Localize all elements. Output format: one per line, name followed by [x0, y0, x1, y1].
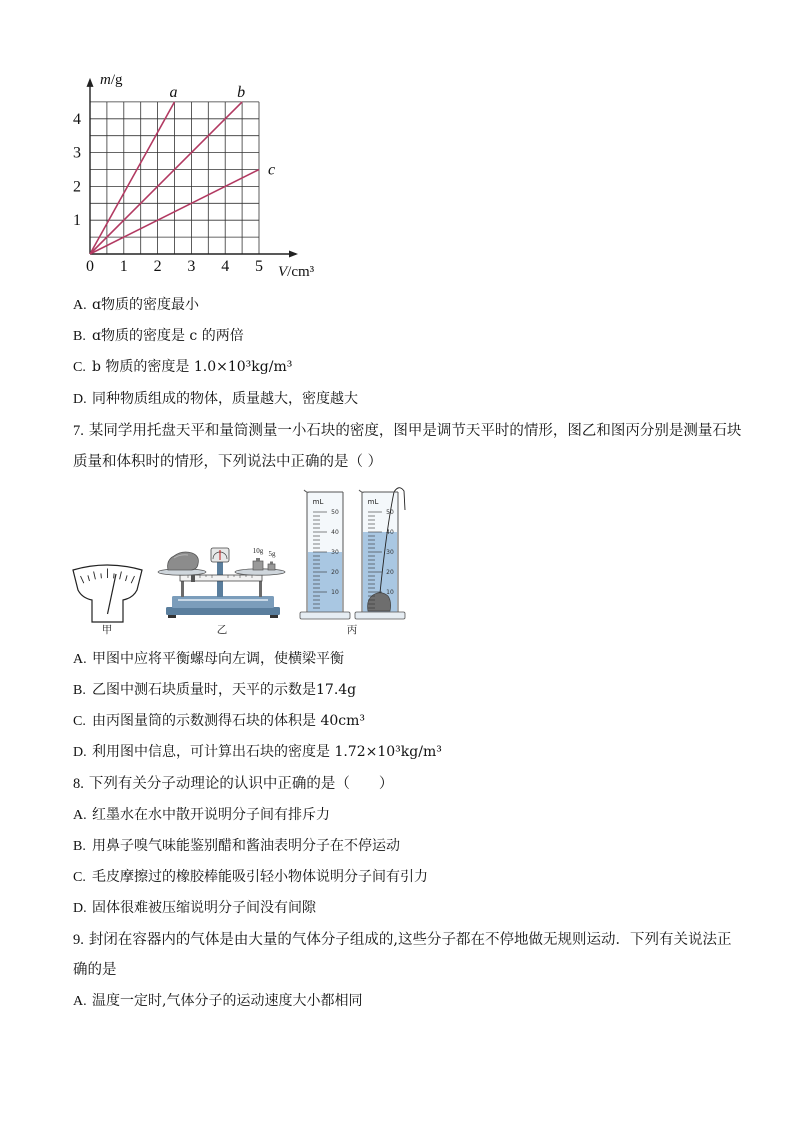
balance-body	[172, 596, 274, 608]
dial-tick	[101, 573, 102, 578]
balance-foot	[270, 615, 278, 618]
x-axis-label-unit: /cm³	[287, 264, 315, 280]
question-stem: 封闭在容器内的气体是由大量的气体分子组成的,这些分子都在不停地做无规则运动．下列有关说法正	[88, 932, 732, 948]
weight-10g-label: 10g	[252, 547, 264, 555]
option-text: 同种物质组成的物体，质量越大，密度越大	[92, 391, 358, 407]
y-tick-label: 4	[73, 110, 81, 128]
q9-stem-line-2	[73, 960, 117, 980]
weight-10g	[253, 561, 263, 570]
x-tick-label: 5	[255, 258, 263, 275]
cylinder-scale-label: 50	[331, 509, 339, 517]
option-text: 利用图中信息，可计算出石块的密度是 1.72×10³kg/m³	[92, 744, 442, 760]
cylinder-base	[300, 612, 350, 619]
y-tick-label: 2	[73, 178, 81, 196]
y-axis-arrow	[87, 78, 94, 87]
q8-option-b	[73, 836, 400, 857]
option-text: 甲图中应将平衡螺母向左调，使横梁平衡	[92, 651, 344, 667]
balance-pointer-dial	[73, 565, 142, 622]
option-letter: C.	[73, 714, 86, 729]
cylinder-scale-label: 30	[331, 549, 339, 557]
option-letter: A.	[73, 652, 87, 667]
x-axis-label	[278, 264, 315, 280]
q7-figure	[60, 484, 420, 640]
q6-option-c	[73, 357, 292, 378]
question-stem: 质量和体积时的情形，下列说法中正确的是（ ）	[73, 454, 383, 470]
option-text: b 物质的密度是 1.0×10³kg/m³	[92, 359, 293, 375]
option-text: ɑ物质的密度最小	[92, 297, 199, 313]
series-line-a	[90, 102, 175, 254]
x-tick-label: 3	[187, 258, 196, 275]
q8-option-c	[73, 867, 428, 888]
option-letter: B.	[73, 329, 86, 344]
q7-option-b	[73, 680, 356, 701]
cylinder-base	[355, 612, 405, 619]
cylinder-lip	[359, 490, 398, 492]
weight-5g-label: 5g	[268, 550, 276, 558]
q8-option-a	[73, 805, 330, 826]
cylinder-2-unit: mL	[367, 498, 379, 506]
y-tick-label: 3	[73, 144, 81, 162]
option-letter: D.	[73, 392, 87, 407]
balance	[158, 547, 285, 618]
weight-knob	[270, 562, 273, 565]
q9-option-a	[73, 991, 362, 1012]
x-tick-label: 2	[153, 258, 162, 275]
q7-option-c	[73, 711, 365, 732]
series-label-c: c	[268, 161, 276, 179]
q7-stem-line-1	[73, 421, 741, 441]
option-letter: B.	[73, 839, 86, 854]
option-letter: D.	[73, 745, 87, 760]
q7-stem-line-2	[73, 452, 382, 472]
option-text: 由丙图量筒的示数测得石块的体积是 40cm³	[92, 713, 365, 729]
x-tick-label: 4	[221, 258, 230, 275]
q6-option-d	[73, 389, 358, 410]
weight-5g	[268, 564, 275, 570]
option-text: 用鼻子嗅气味能鉴别醋和酱油表明分子在不停运动	[92, 838, 400, 854]
balance-base	[166, 607, 280, 615]
option-letter: A.	[73, 994, 87, 1009]
cylinder-1-water	[308, 552, 342, 612]
q6-option-a	[73, 295, 199, 316]
q9-stem-line-1	[73, 930, 731, 950]
balance-highlight	[178, 599, 268, 601]
series-label-a: a	[169, 83, 178, 101]
cylinder-scale-label: 10	[386, 589, 394, 597]
cylinder-1-unit: mL	[312, 498, 324, 506]
option-text: 毛皮摩擦过的橡胶棒能吸引轻小物体说明分子间有引力	[92, 869, 428, 885]
option-text: ɑ物质的密度是 c 的两倍	[92, 328, 244, 344]
cylinder-scale-label: 20	[386, 569, 394, 577]
figure-label-jia: 甲	[101, 624, 113, 636]
q7-option-d	[73, 742, 442, 763]
graduated-cylinders	[300, 488, 405, 619]
question-stem: 某同学用托盘天平和量筒测量一小石块的密度，图甲是调节天平时的情形，图乙和图丙分别是测量石块	[88, 423, 742, 439]
cylinder-scale-label: 50	[386, 509, 394, 517]
question-number: 7.	[73, 423, 84, 439]
x-tick-label: 0	[86, 258, 94, 275]
y-axis-label-var: m	[100, 72, 111, 88]
option-letter: C.	[73, 360, 86, 375]
x-tick-label: 1	[119, 258, 128, 275]
x-axis-arrow	[289, 251, 298, 258]
option-letter: A.	[73, 808, 87, 823]
question-stem: 确的是	[73, 962, 117, 978]
weight-knob	[256, 558, 260, 561]
series-label-b: b	[237, 83, 246, 101]
balance-foot	[168, 615, 176, 618]
cylinder-scale-label: 40	[386, 529, 394, 537]
option-letter: D.	[73, 901, 87, 916]
cylinder-scale-label: 10	[331, 589, 339, 597]
dial-tick	[114, 573, 115, 578]
q8-option-d	[73, 898, 316, 919]
x-axis-label-var: V	[278, 264, 288, 280]
cylinder-scale-label: 30	[386, 549, 394, 557]
question-number: 9.	[73, 932, 84, 948]
series-line-b	[90, 102, 242, 254]
question-number: 8.	[73, 776, 84, 792]
option-text: 温度一定时,气体分子的运动速度大小都相同	[92, 993, 363, 1009]
y-axis-label-unit: /g	[110, 72, 123, 88]
y-axis-label	[100, 72, 123, 88]
question-stem: 下列有关分子动理论的认识中正确的是（ ）	[88, 776, 394, 792]
option-letter: C.	[73, 870, 86, 885]
figure-label-bing: 丙	[346, 624, 358, 636]
option-text: 固体很难被压缩说明分子间没有间隙	[92, 900, 316, 916]
cylinder-lip	[304, 490, 343, 492]
figure-label-yi: 乙	[216, 624, 228, 636]
option-letter: A.	[73, 298, 87, 313]
q7-option-a	[73, 649, 344, 670]
cylinder-scale-label: 40	[331, 529, 339, 537]
option-text: 乙图中测石块质量时，天平的示数是17.4g	[92, 682, 357, 698]
option-text: 红墨水在水中散开说明分子间有排斥力	[92, 807, 330, 823]
q8-stem	[73, 774, 393, 794]
q6-option-b	[73, 326, 244, 347]
option-letter: B.	[73, 683, 86, 698]
y-tick-label: 1	[73, 212, 81, 230]
cylinder-scale-label: 20	[331, 569, 339, 577]
mass-volume-chart	[0, 0, 340, 290]
